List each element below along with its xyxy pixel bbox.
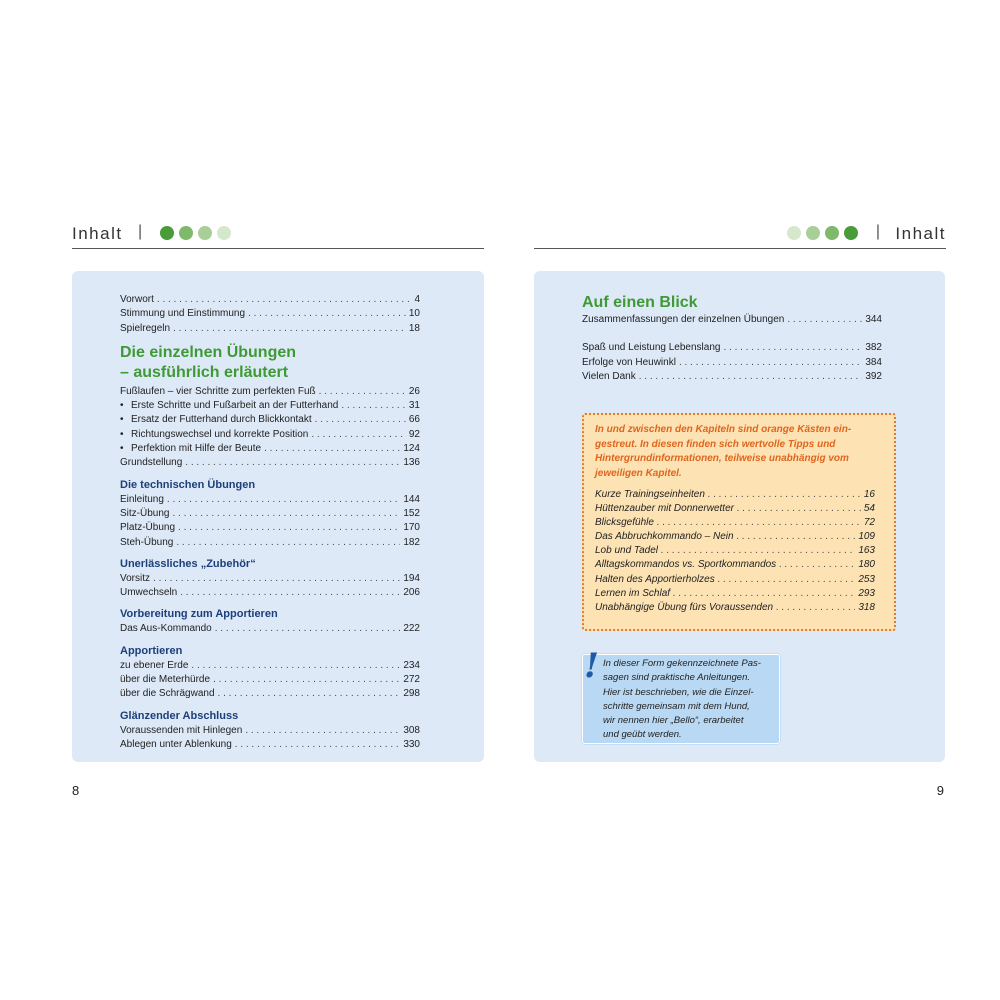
- toc-entry-page: 10: [408, 308, 420, 320]
- toc-entry-page: 222: [403, 623, 420, 635]
- toc-leader-dots: [776, 601, 855, 615]
- toc-leader-dots: [657, 516, 861, 530]
- toc-entry: [120, 724, 420, 738]
- progress-dot: [825, 226, 839, 240]
- toc-entry-title: Vorsitz: [120, 572, 151, 584]
- toc-entry-title: Blicksgefühle: [595, 517, 654, 529]
- toc-entry-title: Ablegen unter Ablenkung: [120, 738, 232, 750]
- orange-tips-box: [582, 413, 896, 631]
- toc-entry: [120, 456, 420, 470]
- right-header: [534, 222, 946, 249]
- toc-entry: [120, 536, 420, 550]
- left-header-title: Inhalt: [72, 224, 123, 243]
- note-line: sagen sind praktische Anleitungen.: [603, 672, 750, 684]
- toc-entry-title: Das Abbruchkommando – Nein: [595, 531, 734, 543]
- toc-entry-title: Zusammenfassungen der einzelnen Übungen: [582, 314, 785, 325]
- toc-leader-dots: [215, 622, 401, 636]
- toc-entry-title: • Ersatz der Futterhand durch Blickkontakt: [120, 413, 312, 427]
- progress-dot: [787, 226, 801, 240]
- toc-entry-title: Hüttenzauber mit Donnerwetter: [595, 503, 734, 515]
- toc-leader-dots: [180, 586, 400, 600]
- toc-entry-page: 298: [403, 688, 420, 700]
- toc-entry-page: 318: [858, 601, 875, 613]
- toc-entry-page: 136: [403, 457, 420, 469]
- toc-entry-title: Lernen im Schlaf: [595, 587, 671, 599]
- toc-entry-title: Platz-Übung: [120, 522, 176, 534]
- toc-entry: [120, 521, 420, 535]
- progress-dot: [160, 226, 174, 240]
- toc-leader-dots: [673, 587, 855, 601]
- toc-leader-dots: [315, 413, 406, 427]
- toc-leader-dots: [178, 521, 400, 535]
- toc-entry-title: Unabhängige Übung fürs Voraussenden: [595, 601, 774, 613]
- toc-entry-page: 109: [858, 531, 875, 543]
- toc-entry-page: 253: [858, 573, 875, 585]
- toc-entry: [120, 493, 420, 507]
- progress-dot: [198, 226, 212, 240]
- toc-entry: [120, 322, 420, 336]
- toc-entry-title: • Erste Schritte und Fußarbeit an der Futterhand: [120, 399, 338, 413]
- toc-leader-dots: [787, 313, 862, 327]
- toc-leader-dots: [679, 356, 862, 370]
- toc-leader-dots: [167, 493, 400, 507]
- left-header: [72, 222, 484, 249]
- toc-entry-page: 293: [858, 587, 875, 599]
- toc-entry-page: 66: [408, 414, 420, 426]
- toc-entry-title: Halten des Apportierholzes: [595, 573, 715, 585]
- toc-leader-dots: [245, 724, 400, 738]
- section-heading: Apportieren: [120, 644, 183, 657]
- toc-entry: [120, 659, 420, 673]
- toc-entry: [595, 516, 875, 530]
- toc-leader-dots: [185, 456, 400, 470]
- toc-leader-dots: [173, 322, 406, 336]
- toc-entry: [582, 370, 882, 384]
- toc-entry-title: Fußlaufen – vier Schritte zum perfekten Fuß: [120, 385, 316, 397]
- exclamation-icon: !: [584, 646, 599, 686]
- toc-entry-page: 344: [865, 314, 882, 325]
- toc-entry-page: 194: [403, 572, 420, 584]
- toc-entry: [120, 428, 420, 442]
- toc-entry-title: • Richtungswechsel und korrekte Position: [120, 428, 308, 442]
- toc-leader-dots: [191, 659, 400, 673]
- toc-entry: [120, 507, 420, 521]
- toc-entry-title: Spielregeln: [120, 322, 171, 334]
- toc-leader-dots: [176, 536, 400, 550]
- toc-entry: [120, 293, 420, 307]
- toc-entry: [120, 307, 420, 321]
- toc-entry: [595, 544, 875, 558]
- toc-entry-title: Voraussenden mit Hinlegen: [120, 724, 243, 736]
- toc-entry: [120, 572, 420, 586]
- toc-entry: [120, 413, 420, 427]
- toc-entry-title: Stimmung und Einstimmung: [120, 308, 246, 320]
- toc-entry: [595, 601, 875, 615]
- toc-entry-page: 16: [863, 489, 875, 500]
- orange-intro-line: jeweiligen Kapitel.: [595, 467, 682, 479]
- toc-entry-page: 72: [863, 517, 875, 529]
- toc-entry-page: 54: [863, 503, 875, 515]
- right-toc: [582, 293, 882, 384]
- toc-entry-title: Umwechseln: [120, 587, 178, 599]
- right-header-separator: |: [875, 223, 880, 240]
- orange-intro-line: gestreut. In diesen finden sich wertvolle Tipps und: [595, 438, 836, 450]
- toc-leader-dots: [311, 428, 406, 442]
- toc-entry-title: zu ebener Erde: [120, 659, 189, 671]
- toc-leader-dots: [718, 573, 856, 587]
- toc-entry-title: Lob und Tadel: [595, 545, 659, 557]
- toc-entry: [595, 558, 875, 572]
- right-page: [500, 0, 1000, 1000]
- progress-dot: [806, 226, 820, 240]
- toc-leader-dots: [319, 385, 406, 399]
- toc-entry: [120, 442, 420, 456]
- orange-box-list: [595, 488, 875, 615]
- progress-dot: [844, 226, 858, 240]
- toc-entry-title: Grundstellung: [120, 457, 183, 469]
- toc-leader-dots: [264, 442, 400, 456]
- toc-entry-page: 392: [865, 370, 882, 382]
- section-heading: Glänzender Abschluss: [120, 709, 239, 722]
- toc-leader-dots: [153, 572, 400, 586]
- toc-entry: [595, 573, 875, 587]
- left-toc: [120, 293, 420, 752]
- toc-entry-page: 234: [403, 659, 420, 671]
- toc-entry-title: über die Meterhürde: [120, 674, 211, 686]
- toc-entry-page: 124: [403, 443, 420, 455]
- left-toc-panel: [72, 271, 484, 762]
- section-heading-main: Die einzelnen Übungen: [120, 343, 297, 361]
- toc-entry-page: 382: [865, 342, 882, 354]
- toc-entry-title: • Perfektion mit Hilfe der Beute: [120, 442, 261, 456]
- toc-entry-page: 163: [858, 545, 875, 557]
- left-page-number: 8: [72, 783, 80, 798]
- toc-entry: [595, 530, 875, 544]
- toc-entry-page: 180: [858, 559, 875, 571]
- toc-leader-dots: [157, 293, 412, 307]
- note-line: und geübt werden.: [603, 729, 682, 741]
- section-heading: Die technischen Übungen: [120, 478, 256, 491]
- toc-leader-dots: [779, 558, 855, 572]
- toc-entry-page: 31: [408, 400, 420, 412]
- toc-leader-dots: [218, 687, 401, 701]
- right-toc-panel: [534, 271, 945, 762]
- orange-intro-line: Hintergrundinformationen, teilweise unabhängig vom: [595, 453, 849, 464]
- toc-entry-title: Kurze Trainingseinheiten: [595, 489, 705, 500]
- toc-entry: [120, 622, 420, 636]
- note-line: schritte gemeinsam mit dem Hund,: [603, 700, 750, 712]
- toc-entry-page: 26: [408, 385, 420, 397]
- section-heading: Vorbereitung zum Apportieren: [120, 608, 278, 621]
- toc-entry-title: Einleitung: [120, 493, 164, 505]
- toc-entry: [595, 502, 875, 516]
- left-header-separator: |: [138, 223, 143, 240]
- toc-entry-title: Alltagskommandos vs. Sportkommandos: [595, 559, 777, 571]
- toc-entry: [582, 341, 882, 355]
- toc-entry-page: 206: [403, 587, 420, 599]
- toc-leader-dots: [639, 370, 863, 384]
- toc-entry-page: 170: [403, 522, 420, 534]
- toc-entry-title: über die Schrägwand: [120, 688, 215, 700]
- right-progress-dots: [787, 226, 858, 240]
- toc-leader-dots: [341, 399, 406, 413]
- note-text: [603, 657, 777, 743]
- toc-entry: [120, 673, 420, 687]
- section-heading-glance: Auf einen Blick: [582, 294, 698, 311]
- toc-entry: [582, 313, 882, 327]
- progress-dot: [179, 226, 193, 240]
- practical-note-box: [582, 646, 780, 744]
- toc-entry: [582, 356, 882, 370]
- toc-leader-dots: [248, 307, 406, 321]
- toc-entry-page: 144: [403, 493, 420, 505]
- section-heading-main-sub: – ausführlich erläutert: [120, 363, 289, 381]
- toc-entry-title: Vorwort: [120, 294, 154, 305]
- toc-leader-dots: [723, 341, 862, 355]
- toc-entry-title: Erfolge von Heuwinkl: [582, 356, 676, 368]
- toc-entry-title: Spaß und Leistung Lebenslang: [582, 342, 721, 354]
- toc-entry-page: 182: [403, 536, 420, 548]
- toc-entry: [120, 687, 420, 701]
- note-line: wir nennen hier „Bello“, erarbeitet: [603, 715, 744, 727]
- toc-leader-dots: [737, 502, 861, 516]
- toc-leader-dots: [235, 738, 401, 752]
- toc-entry: [120, 399, 420, 413]
- note-line: Hier ist beschrieben, wie die Einzel-: [603, 686, 754, 698]
- orange-intro-line: In und zwischen den Kapiteln sind orange Kästen ein-: [595, 424, 852, 435]
- right-header-title: Inhalt: [895, 224, 946, 243]
- toc-entry-title: Steh-Übung: [120, 536, 174, 548]
- toc-entry-page: 152: [403, 507, 420, 519]
- toc-entry-title: Sitz-Übung: [120, 507, 170, 519]
- toc-entry-page: 92: [408, 428, 420, 440]
- toc-entry: [120, 385, 420, 399]
- left-progress-dots: [160, 226, 231, 240]
- section-heading: Unerlässliches „Zubehör“: [120, 557, 256, 570]
- toc-entry-page: 272: [403, 674, 420, 686]
- toc-leader-dots: [213, 673, 400, 687]
- toc-entry-title: Vielen Dank: [582, 370, 636, 382]
- toc-entry-page: 384: [865, 356, 882, 368]
- toc-entry: [120, 586, 420, 600]
- toc-leader-dots: [708, 488, 861, 502]
- toc-entry-page: 308: [403, 724, 420, 736]
- toc-leader-dots: [661, 544, 855, 558]
- toc-entry: [595, 587, 875, 601]
- orange-box-intro: [595, 423, 887, 481]
- progress-dot: [217, 226, 231, 240]
- right-page-number: 9: [936, 783, 944, 798]
- note-line: In dieser Form gekennzeichnete Pas-: [603, 658, 761, 669]
- toc-entry-title: Das Aus-Kommando: [120, 623, 212, 635]
- toc-entry: [120, 738, 420, 752]
- toc-entry: [595, 488, 875, 502]
- toc-leader-dots: [737, 530, 856, 544]
- toc-entry-page: 330: [403, 738, 420, 750]
- toc-leader-dots: [172, 507, 400, 521]
- toc-entry-page: 4: [414, 294, 420, 305]
- toc-entry-page: 18: [408, 322, 420, 334]
